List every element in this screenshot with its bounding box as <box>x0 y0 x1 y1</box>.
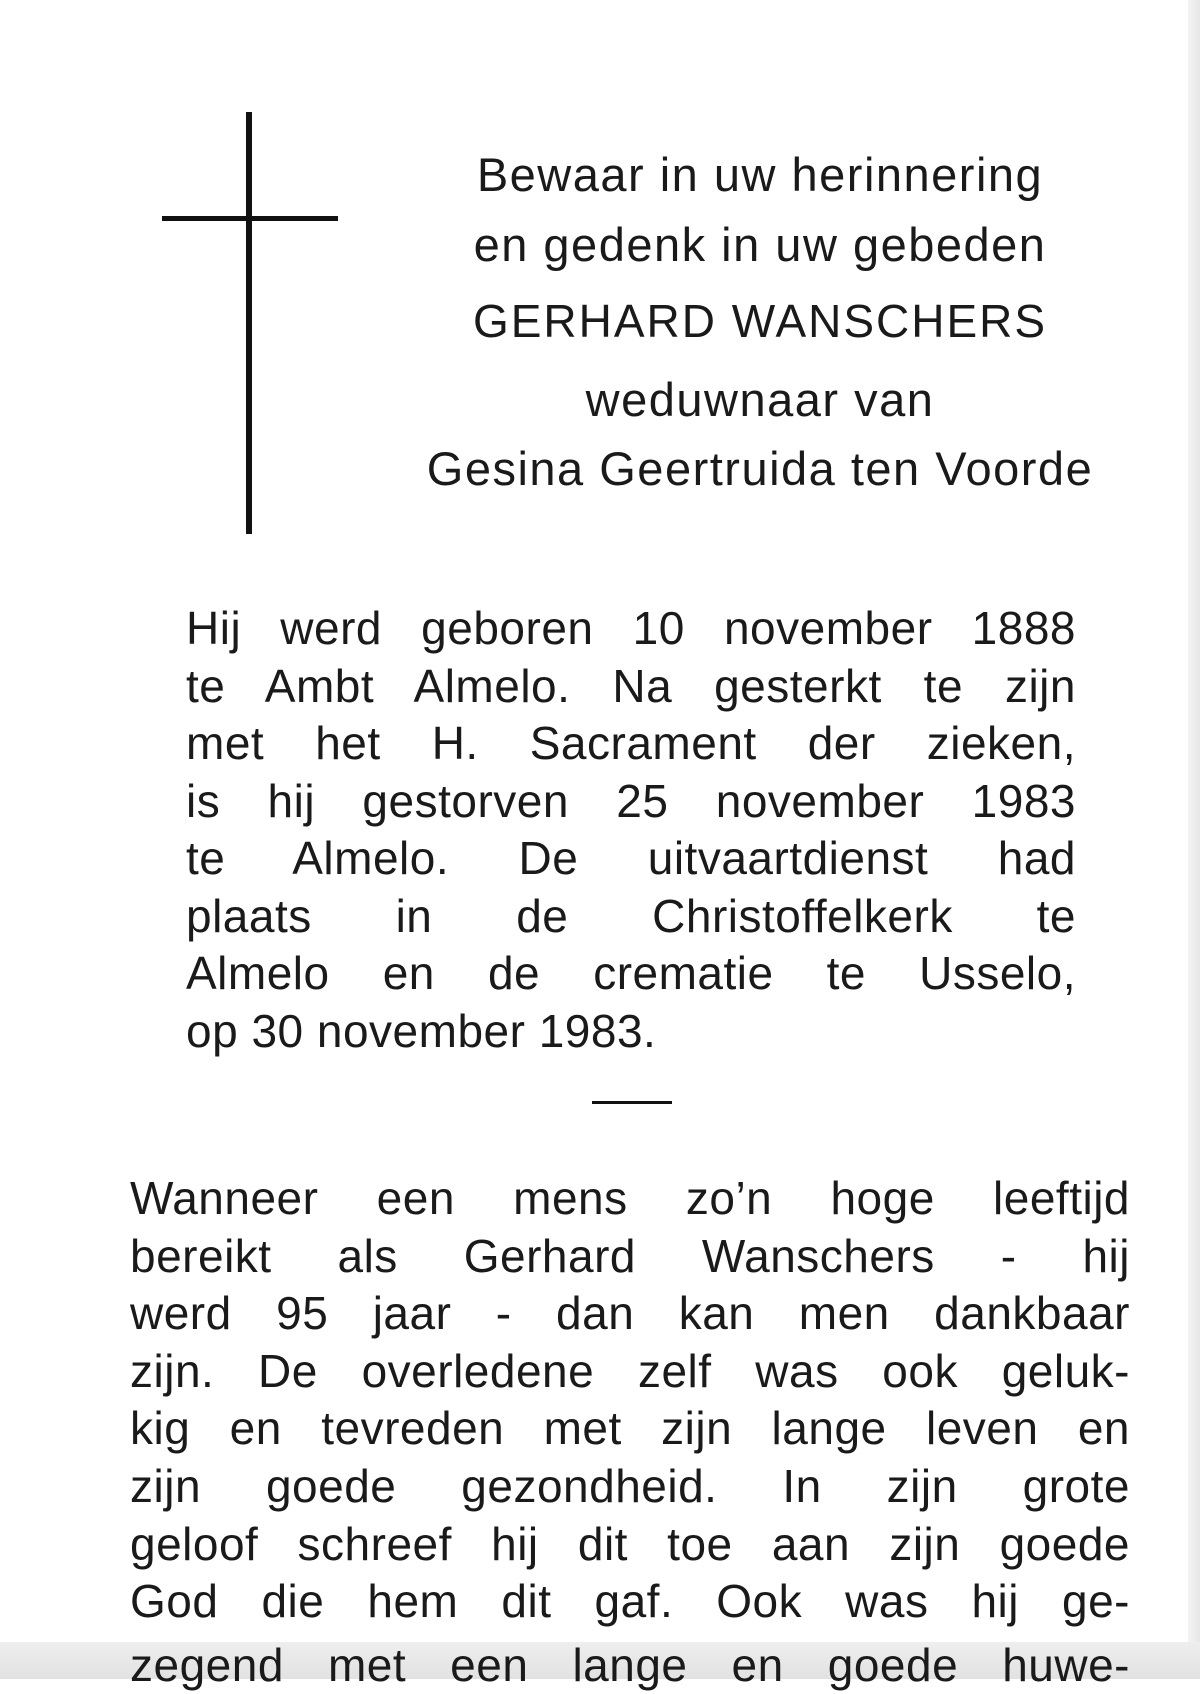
memorial-line: kig en tevreden met zijn lange leven en <box>130 1402 1130 1455</box>
biography-line: plaats in de Christoffelkerk te <box>186 889 1076 942</box>
memorial-line: zijn goede gezondheid. In zijn grote <box>130 1459 1130 1512</box>
memorial-line: God die hem dit gaf. Ook was hij ge- <box>130 1575 1130 1628</box>
cross-icon-horizontal-bar <box>162 216 338 221</box>
memorial-line: bereikt als Gerhard Wanschers - hij <box>130 1229 1130 1282</box>
remembrance-line-2: en gedenk in uw gebeden <box>473 218 1047 271</box>
memorial-paragraph <box>130 1170 1130 1691</box>
memorial-line: werd 95 jaar - dan kan men dankbaar <box>130 1287 1130 1340</box>
memorial-line: Wanneer een mens zo’n hoge leeftijd <box>130 1172 1130 1224</box>
biography-line: met het H. Sacrament der zieken, <box>186 717 1076 769</box>
memorial-line: zijn. De overledene zelf was ook geluk- <box>130 1344 1130 1397</box>
spouse-name: Gesina Geertruida ten Voorde <box>426 442 1094 495</box>
section-divider <box>592 1101 672 1104</box>
memorial-line-cut-off <box>130 1631 1130 1691</box>
biography-line: is hij gestorven 25 november 1983 <box>186 774 1076 827</box>
biography-paragraph <box>186 600 1076 1060</box>
biography-line: Hij werd geboren 10 november 1888 <box>186 602 1076 654</box>
cross-icon-vertical-bar <box>246 112 252 534</box>
remembrance-line-1: Bewaar in uw herinnering <box>476 148 1044 201</box>
biography-line: te Almelo. De uitvaartdienst had <box>186 832 1076 884</box>
biography-line: op 30 november 1983. <box>186 1004 657 1057</box>
biography-line: te Ambt Almelo. Na gesterkt te zijn <box>186 659 1076 712</box>
biography-line: Almelo en de crematie te Usselo, <box>186 947 1076 999</box>
deceased-name: GERHARD WANSCHERS <box>472 295 1048 347</box>
memorial-line-cut-off-text: zegend met een lange en goede huwe- <box>130 1638 1130 1691</box>
spouse-intro: weduwnaar van <box>585 373 935 426</box>
remembrance-header <box>370 140 1150 500</box>
card-edge-right <box>1188 0 1200 1679</box>
memorial-line: geloof schreef hij dit toe aan zijn goede <box>130 1517 1130 1570</box>
